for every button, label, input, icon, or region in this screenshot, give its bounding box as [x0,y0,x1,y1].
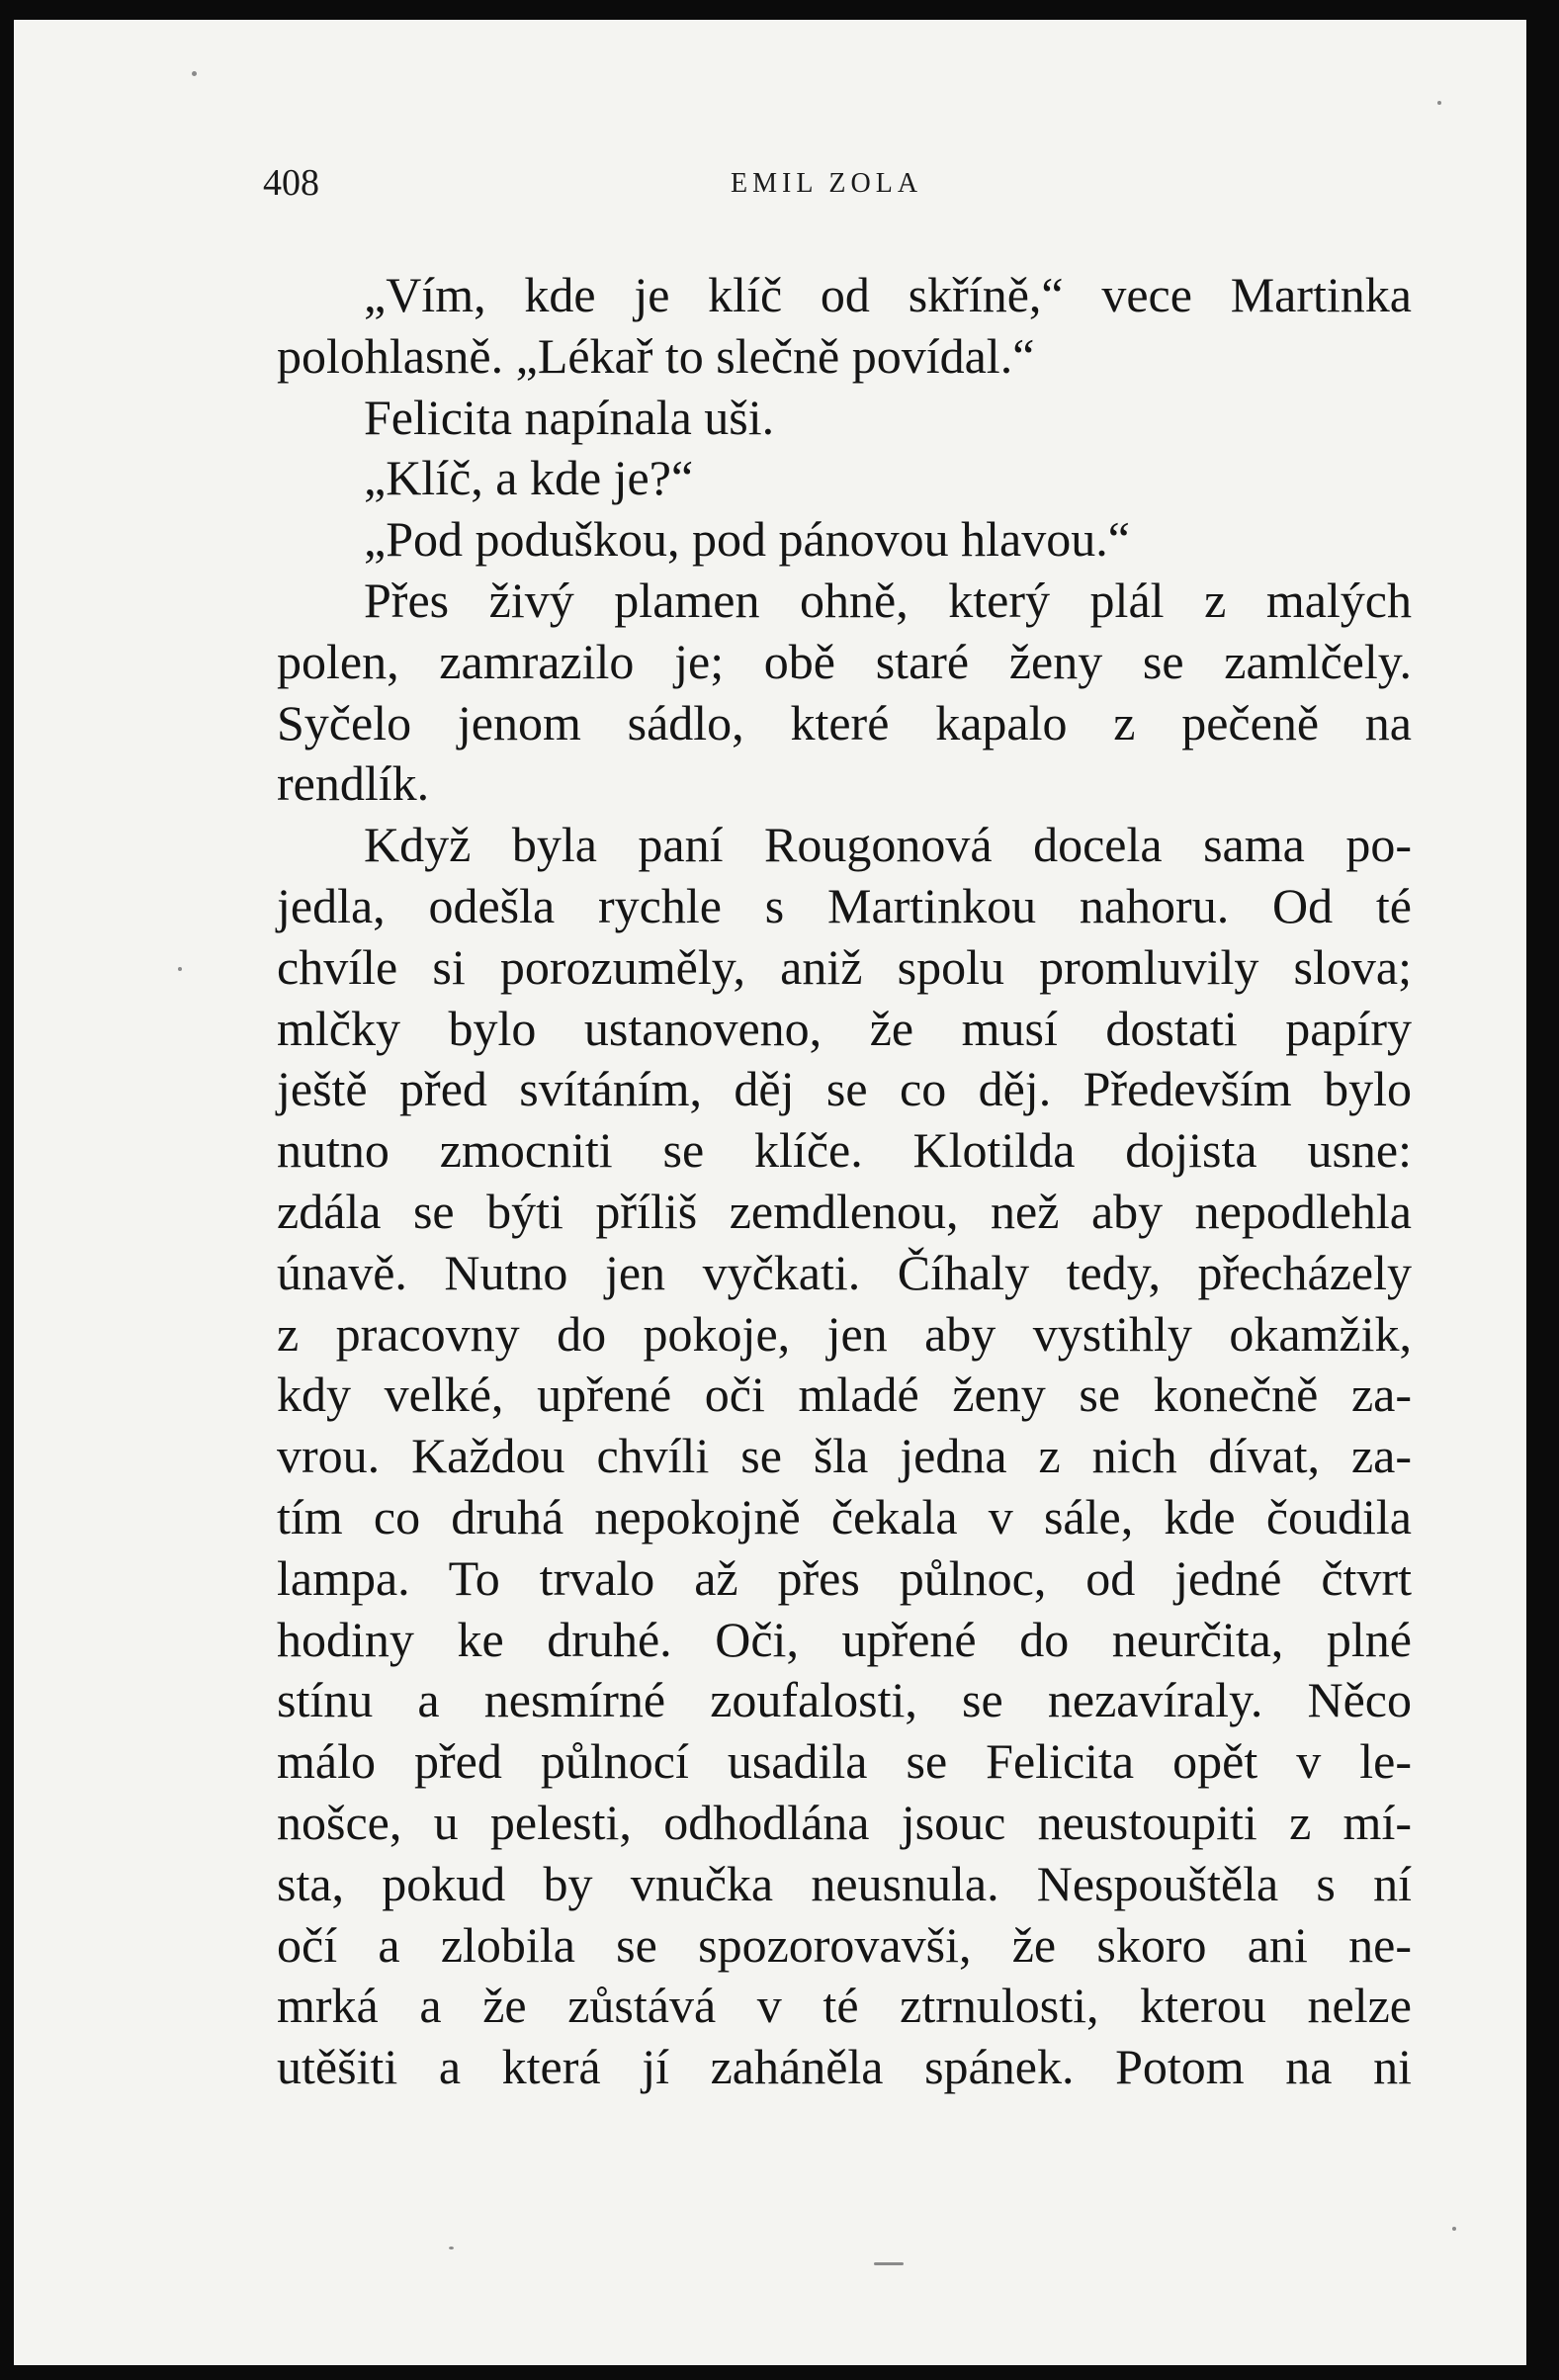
text-line: „Pod poduškou, pod pánovou hlavou.“ [364,511,1130,568]
text-line: lampa. To trvalo až přes půlnoc, od jedné čtvrt [277,1549,1412,1606]
scan-speck [178,967,182,971]
text-line: utěšiti a která jí zaháněla spánek. Potom na ni [277,2039,1412,2095]
text-line: jedla, odešla rychle s Martinkou nahoru. Od té [277,877,1412,933]
text-line: málo před půlnocí usadila se Felicita opět v le- [277,1733,1412,1790]
scan-speck [449,2247,454,2249]
running-head: EMIL ZOLA [731,168,923,199]
text-line: „Vím, kde je klíč od skříně,“ vece Martinka [364,267,1412,322]
text-line: mlčky bylo ustanoveno, že musí dostati papíry [277,1000,1412,1056]
text-line: polen, zamrazilo je; obě staré ženy se zamlčely. [277,633,1412,689]
text-line: mrká a že zůstává v té ztrnulosti, kterou nelze [277,1978,1412,2034]
text-line: ještě před svítáním, děj se co děj. Především bylo [277,1061,1412,1117]
scan-speck [874,2262,904,2265]
body-text [277,265,1412,2098]
text-line: zdála se býti příliš zemdlenou, než aby nepodlehla [277,1183,1412,1239]
text-line: Felicita napínala uši. [364,389,775,445]
text-line: únavě. Nutno jen vyčkati. Číhaly tedy, přecházely [277,1244,1412,1300]
page-number: 408 [263,162,319,204]
scan-speck [1452,2227,1456,2231]
text-line: Přes živý plamen ohně, který plál z malých [364,572,1412,628]
text-line: kdy velké, upřené oči mladé ženy se konečně za- [277,1366,1412,1423]
book-page [14,20,1526,2365]
text-line: očí a zlobila se spozorovavši, že skoro ani ne- [277,1916,1412,1973]
text-line: rendlík. [277,755,430,812]
scan-speck [1437,101,1441,105]
text-line: hodiny ke druhé. Oči, upřené do neurčita, plné [277,1611,1412,1667]
text-line: chvíle si porozuměly, aniž spolu promluvily slova; [277,938,1412,995]
text-line: sta, pokud by vnučka neusnula. Nespouštěla s ní [277,1855,1412,1911]
text-line: z pracovny do pokoje, jen aby vystihly okamžik, [277,1305,1412,1362]
scan-speck [192,71,197,76]
text-line: Syčelo jenom sádlo, které kapalo z pečeně na [277,694,1412,750]
text-line: Když byla paní Rougonová docela sama po- [364,817,1412,873]
text-line: nošce, u pelesti, odhodlána jsouc neustoupiti z mí- [277,1794,1412,1850]
text-line: tím co druhá nepokojně čekala v sále, kde čoudila [277,1488,1412,1544]
text-line: polohlasně. „Lékař to slečně povídal.“ [277,327,1035,384]
text-line: „Klíč, a kde je?“ [364,450,694,506]
text-line: nutno zmocniti se klíče. Klotilda dojista usne: [277,1122,1412,1179]
text-line: stínu a nesmírné zoufalosti, se nezavíraly. Něco [277,1672,1412,1728]
text-line: vrou. Každou chvíli se šla jedna z nich dívat, za- [277,1428,1412,1484]
